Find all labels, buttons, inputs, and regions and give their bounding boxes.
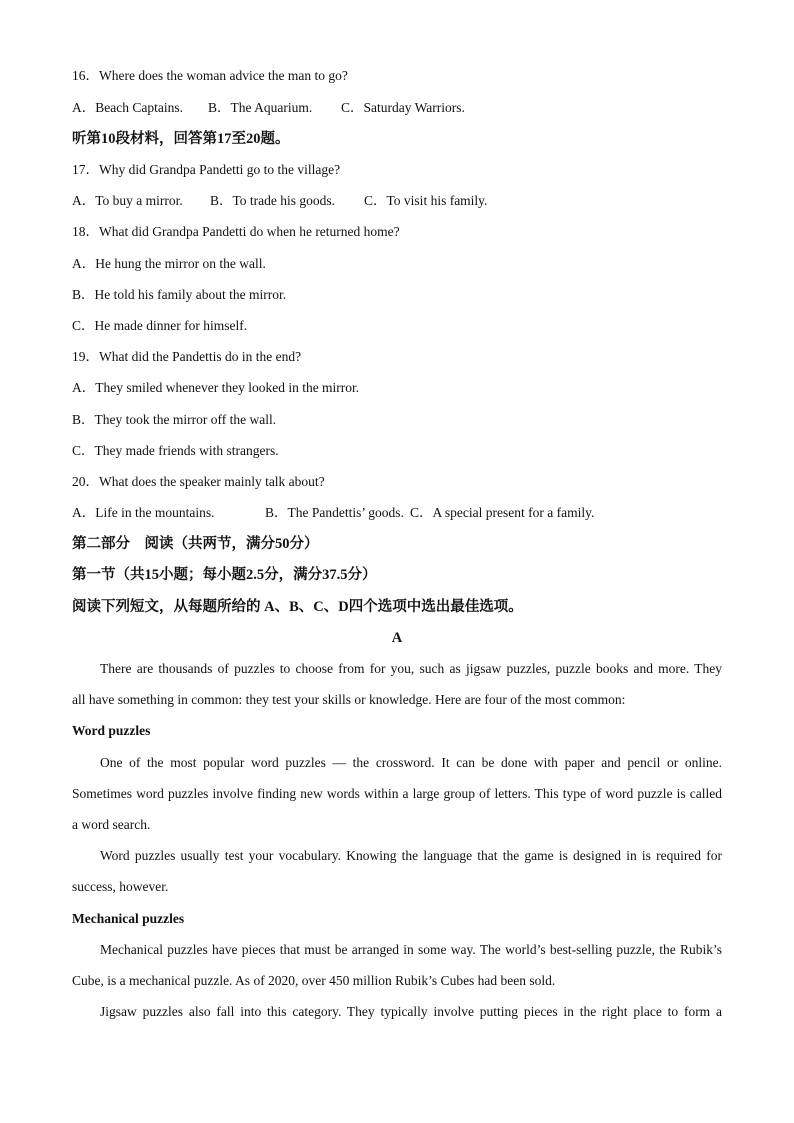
q18-option-a: A．He hung the mirror on the wall. bbox=[72, 256, 266, 271]
question-16-options bbox=[72, 99, 465, 117]
passage-label: A bbox=[391, 630, 403, 646]
passage-intro-line-2: all have something in common: they test your skills or knowledge. Here are four of the most common: bbox=[72, 692, 626, 707]
word-puzzles-para-2-line-2: success, however. bbox=[72, 879, 169, 894]
q20-option-b: B．The Pandettis’ goods. bbox=[265, 505, 404, 520]
mechanical-puzzles-para-2-line-1: Jigsaw puzzles also fall into this category. They typically involve putting pieces in the right place to form a bbox=[100, 1004, 722, 1019]
q20-option-a: A．Life in the mountains. bbox=[72, 505, 215, 520]
q19-option-c: C．They made friends with strangers. bbox=[72, 443, 279, 458]
word-puzzles-para-2-line-1: Word puzzles usually test your vocabulary. Knowing the language that the game is designed in is required for bbox=[100, 848, 722, 863]
mechanical-puzzles-heading: Mechanical puzzles bbox=[72, 911, 185, 926]
q19-option-a: A．They smiled whenever they looked in the mirror. bbox=[72, 380, 360, 395]
q16-option-b: B．The Aquarium. bbox=[208, 100, 313, 115]
q20-option-c: C．A special present for a family. bbox=[410, 505, 595, 520]
q17-option-c: C．To visit his family. bbox=[364, 193, 488, 208]
section-1-title: 第一节（共15小题；每小题2.5分，满分37.5分） bbox=[72, 567, 377, 583]
word-puzzles-heading: Word puzzles bbox=[72, 723, 151, 738]
question-20-stem: 20．What does the speaker mainly talk about? bbox=[72, 474, 325, 489]
section-10-heading: 听第10段材料，回答第17至20题。 bbox=[72, 131, 290, 147]
word-puzzles-para-1-line-3: a word search. bbox=[72, 817, 151, 832]
part-2-title: 第二部分 阅读（共两节，满分50分） bbox=[72, 536, 319, 552]
q17-option-b: B．To trade his goods. bbox=[210, 193, 336, 208]
word-puzzles-para-1-line-1: One of the most popular word puzzles — the crossword. It can be done with paper and pencil or online. bbox=[100, 755, 722, 770]
q18-option-b: B．He told his family about the mirror. bbox=[72, 287, 287, 302]
word-puzzles-para-1-line-2: Sometimes word puzzles involve finding new words within a large group of letters. This type of word puzzle is called bbox=[72, 786, 722, 801]
q18-option-c: C．He made dinner for himself. bbox=[72, 318, 248, 333]
q16-option-c: C．Saturday Warriors. bbox=[341, 100, 465, 115]
question-16-stem: 16．Where does the woman advice the man to go? bbox=[72, 68, 348, 83]
q17-option-a: A．To buy a mirror. bbox=[72, 193, 183, 208]
q16-option-a: A．Beach Captains. bbox=[72, 100, 183, 115]
passage-intro-line-1: There are thousands of puzzles to choose from for you, such as jigsaw puzzles, puzzle books and more. They bbox=[100, 661, 722, 676]
question-20-options bbox=[72, 504, 594, 522]
question-19-stem: 19．What did the Pandettis do in the end? bbox=[72, 349, 302, 364]
question-17-stem: 17．Why did Grandpa Pandetti go to the village? bbox=[72, 162, 341, 177]
reading-instructions: 阅读下列短文，从每题所给的 A、B、C、D四个选项中选出最佳选项。 bbox=[72, 599, 523, 615]
question-18-stem: 18．What did Grandpa Pandetti do when he returned home? bbox=[72, 224, 400, 239]
q19-option-b: B．They took the mirror off the wall. bbox=[72, 412, 277, 427]
question-17-options bbox=[72, 192, 487, 210]
mechanical-puzzles-para-1-line-1: Mechanical puzzles have pieces that must be arranged in some way. The world’s best-selling puzzle, the Rubik’s bbox=[100, 942, 722, 957]
mechanical-puzzles-para-1-line-2: Cube, is a mechanical puzzle. As of 2020, over 450 million Rubik’s Cubes had been sold. bbox=[72, 973, 556, 988]
